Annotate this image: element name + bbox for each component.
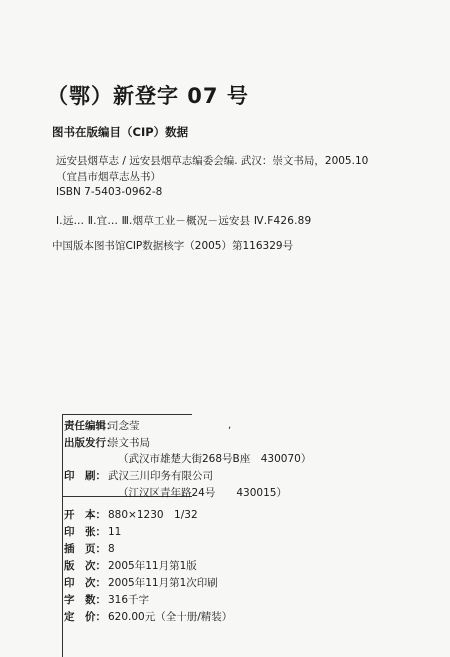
impression-label: 印 次： <box>64 577 106 589</box>
publisher-value: 崇文书局 <box>108 437 150 449</box>
imprint-top-rule <box>62 414 192 415</box>
imprint-publisher-address-row <box>64 451 311 466</box>
imprint-publisher-row <box>64 435 150 450</box>
cip-heading: 图书在版编目（CIP）数据 <box>52 125 189 139</box>
imprint-printer-address-row <box>64 485 287 500</box>
stray-mark: , <box>228 420 232 431</box>
printer-value: 武汉三川印务有限公司 <box>108 470 213 482</box>
words-label: 字 数： <box>64 594 106 606</box>
cip-classification-line: Ⅰ.远… Ⅱ.宜… Ⅲ.烟草工业－概况－远安县 Ⅳ.F426.89 <box>56 215 312 227</box>
format-label: 开 本： <box>64 509 106 521</box>
imprint-impression-row <box>64 575 218 590</box>
sheets-label: 印 张： <box>64 526 106 538</box>
cip-core-record-line: 中国版本图书馆CIP数据核字（2005）第116329号 <box>52 240 294 252</box>
sheets-value: 11 <box>108 526 122 538</box>
words-value: 316千字 <box>108 594 150 606</box>
imprint-price-row <box>64 609 232 624</box>
imprint-vertical-rule <box>62 414 63 657</box>
publisher-address: （武汉市雄楚大街268号B座 430070） <box>118 453 312 465</box>
plates-label: 插 页： <box>64 543 106 555</box>
edition-label: 版 次： <box>64 560 106 572</box>
impression-value: 2005年11月第1次印刷 <box>108 577 218 589</box>
cip-title-line: 远安县烟草志 / 远安县烟草志编委会编. 武汉：崇文书局，2005.10 <box>56 155 369 167</box>
price-value: 620.00元（全十册/精装） <box>108 611 233 623</box>
publisher-label: 出版发行： <box>64 437 117 449</box>
edition-value: 2005年11月第1版 <box>108 560 197 572</box>
price-label: 定 价： <box>64 611 106 623</box>
imprint-words-row <box>64 592 149 607</box>
registration-number: （鄂）新登字 07 号 <box>47 84 249 108</box>
plates-value: 8 <box>108 543 115 555</box>
printer-address: （江汉区青年路24号 430015） <box>118 487 287 499</box>
imprint-printer-row <box>64 468 213 483</box>
editor-value: 司念莹 <box>108 420 140 432</box>
format-value: 880×1230 1/32 <box>108 509 198 521</box>
imprint-format-row <box>64 507 198 522</box>
imprint-block <box>52 410 450 657</box>
imprint-edition-row <box>64 558 197 573</box>
cip-series-line: （宜昌市烟草志丛书） <box>56 171 161 183</box>
cip-isbn-line: ISBN 7-5403-0962-8 <box>56 186 163 198</box>
editor-label: 责任编辑： <box>64 420 117 432</box>
printer-label: 印 刷： <box>64 470 106 482</box>
imprint-sheets-row <box>64 524 121 539</box>
imprint-editor-row <box>64 418 140 433</box>
imprint-plates-row <box>64 541 115 556</box>
